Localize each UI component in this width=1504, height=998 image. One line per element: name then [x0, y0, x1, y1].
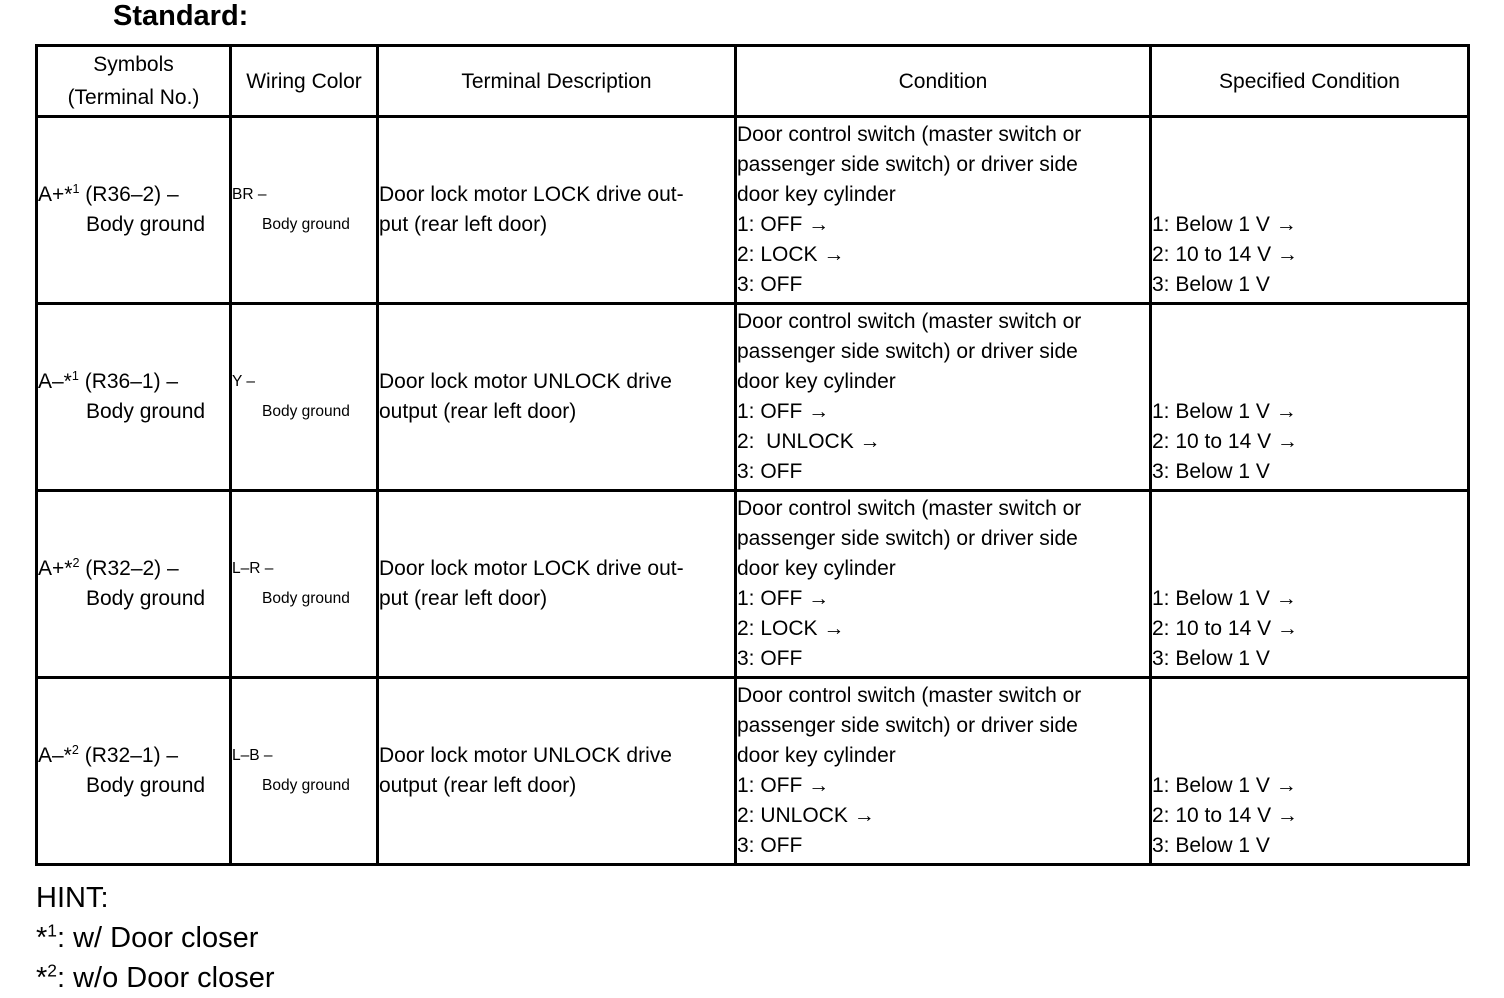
symbol-terminal: (R32–1) –: [78, 744, 179, 767]
wiring-color-cell: [231, 491, 378, 678]
table-row: [37, 491, 1469, 678]
condition-line3: door key cylinder: [737, 370, 896, 393]
symbol-prefix: A–*: [38, 744, 72, 767]
symbol-footnote-mark: 2: [72, 556, 80, 570]
symbol-line2: Body ground: [86, 587, 206, 610]
description-line2: output (rear left door): [379, 400, 577, 423]
symbol-footnote-mark: 2: [71, 743, 79, 757]
condition-cell: [736, 117, 1151, 304]
wiring-color-cell: [231, 678, 378, 865]
description-line1: Door lock motor LOCK drive out-: [379, 183, 684, 206]
condition-line5: 2: UNLOCK →: [737, 804, 875, 827]
symbol-cell: [37, 117, 231, 304]
hint-note: [36, 958, 275, 998]
wiring-color-line1: Y –: [232, 373, 255, 390]
spec-line3: 3: Below 1 V: [1152, 647, 1270, 670]
header-wiring-color: Wiring Color: [231, 46, 378, 117]
condition-cell: [736, 304, 1151, 491]
condition-line6: 3: OFF: [737, 273, 803, 296]
wiring-color-line2: Body ground: [262, 777, 350, 794]
table-row: [37, 117, 1469, 304]
wiring-color-cell: [231, 304, 378, 491]
page-heading: Standard:: [113, 0, 249, 32]
description-line2: put (rear left door): [379, 587, 548, 610]
symbol-terminal: (R36–1) –: [78, 370, 179, 393]
spec-line1: 1: Below 1 V →: [1152, 400, 1297, 423]
condition-line5: 2: UNLOCK →: [737, 430, 881, 453]
spec-line1: 1: Below 1 V →: [1152, 774, 1297, 797]
condition-line2: passenger side switch) or driver side: [737, 340, 1078, 363]
symbol-cell: [37, 491, 231, 678]
wiring-color-line2: Body ground: [262, 590, 350, 607]
condition-line3: door key cylinder: [737, 183, 896, 206]
description-line1: Door lock motor LOCK drive out-: [379, 557, 684, 580]
spec-line1: 1: Below 1 V →: [1152, 587, 1297, 610]
description-line2: put (rear left door): [379, 213, 548, 236]
condition-line1: Door control switch (master switch or: [737, 497, 1082, 520]
condition-line4: 1: OFF →: [737, 587, 830, 610]
spec-line1: 1: Below 1 V →: [1152, 213, 1297, 236]
wiring-color-line1: L–B –: [232, 747, 273, 764]
spacer: [1152, 494, 1467, 584]
condition-line6: 3: OFF: [737, 834, 803, 857]
table-row: [37, 678, 1469, 865]
terminal-spec-table: [35, 44, 1470, 866]
condition-line5: 2: LOCK →: [737, 617, 845, 640]
spacer: [1152, 120, 1467, 210]
symbol-terminal: (R32–2) –: [79, 557, 179, 580]
footnote-asterisk: *: [36, 922, 48, 954]
footnote-number: 2: [47, 960, 57, 981]
specified-condition-cell: [1151, 491, 1469, 678]
spec-line3: 3: Below 1 V: [1152, 834, 1270, 857]
spec-line2: 2: 10 to 14 V →: [1152, 243, 1298, 266]
condition-line1: Door control switch (master switch or: [737, 123, 1082, 146]
condition-line6: 3: OFF: [737, 647, 803, 670]
specified-condition-cell: [1151, 117, 1469, 304]
spec-line2: 2: 10 to 14 V →: [1152, 804, 1298, 827]
terminal-description-cell: [378, 678, 736, 865]
description-line2: output (rear left door): [379, 774, 577, 797]
symbol-line2: Body ground: [86, 213, 206, 236]
condition-line6: 3: OFF: [737, 460, 803, 483]
description-line1: Door lock motor UNLOCK drive: [379, 370, 672, 393]
hint-title: HINT:: [36, 882, 109, 914]
terminal-description-cell: [378, 304, 736, 491]
symbol-line1: [38, 741, 229, 771]
condition-cell: [736, 678, 1151, 865]
spec-line2: 2: 10 to 14 V →: [1152, 617, 1298, 640]
condition-line4: 1: OFF →: [737, 213, 830, 236]
symbol-prefix: A–*: [38, 370, 72, 393]
symbol-line2: Body ground: [86, 400, 206, 423]
condition-line1: Door control switch (master switch or: [737, 310, 1082, 333]
header-symbols-line1: Symbols: [93, 53, 174, 76]
symbol-line1: [38, 367, 229, 397]
condition-cell: [736, 491, 1151, 678]
condition-line2: passenger side switch) or driver side: [737, 714, 1078, 737]
header-specified-condition: Specified Condition: [1151, 46, 1469, 117]
condition-line2: passenger side switch) or driver side: [737, 153, 1078, 176]
footnote-asterisk: *: [36, 962, 48, 994]
wiring-color-line2: Body ground: [262, 403, 350, 420]
spec-line2: 2: 10 to 14 V →: [1152, 430, 1298, 453]
symbol-footnote-mark: 1: [71, 369, 79, 383]
symbol-cell: [37, 678, 231, 865]
condition-line3: door key cylinder: [737, 744, 896, 767]
symbol-line1: [38, 180, 229, 210]
wiring-color-line1: L–R –: [232, 560, 274, 577]
hint-note: [36, 918, 275, 958]
spacer: [1152, 681, 1467, 771]
symbol-cell: [37, 304, 231, 491]
hint-section: [36, 878, 275, 998]
symbol-prefix: A+*: [38, 557, 73, 580]
table-header-row: [37, 46, 1469, 117]
header-condition: Condition: [736, 46, 1151, 117]
footnote-text: : w/ Door closer: [56, 922, 259, 954]
wiring-color-line1: BR –: [232, 186, 267, 203]
symbol-prefix: A+*: [38, 183, 73, 206]
symbol-terminal: (R36–2) –: [79, 183, 179, 206]
symbol-line1: [38, 554, 229, 584]
condition-line2: passenger side switch) or driver side: [737, 527, 1078, 550]
footnote-number: 1: [47, 920, 57, 941]
footnote-text: : w/o Door closer: [56, 962, 275, 994]
wiring-color-cell: [231, 117, 378, 304]
symbol-footnote-mark: 1: [72, 182, 80, 196]
condition-line1: Door control switch (master switch or: [737, 684, 1082, 707]
symbol-line2: Body ground: [86, 774, 206, 797]
condition-line5: 2: LOCK →: [737, 243, 845, 266]
spacer: [1152, 307, 1467, 397]
header-terminal-description: Terminal Description: [378, 46, 736, 117]
wiring-color-line2: Body ground: [262, 216, 350, 233]
condition-line4: 1: OFF →: [737, 400, 830, 423]
header-symbols-line2: (Terminal No.): [67, 86, 200, 109]
description-line1: Door lock motor UNLOCK drive: [379, 744, 672, 767]
condition-line4: 1: OFF →: [737, 774, 830, 797]
header-symbols: [37, 46, 231, 117]
specified-condition-cell: [1151, 304, 1469, 491]
terminal-description-cell: [378, 117, 736, 304]
spec-line3: 3: Below 1 V: [1152, 273, 1270, 296]
terminal-description-cell: [378, 491, 736, 678]
spec-line3: 3: Below 1 V: [1152, 460, 1270, 483]
specified-condition-cell: [1151, 678, 1469, 865]
condition-line3: door key cylinder: [737, 557, 896, 580]
table-row: [37, 304, 1469, 491]
